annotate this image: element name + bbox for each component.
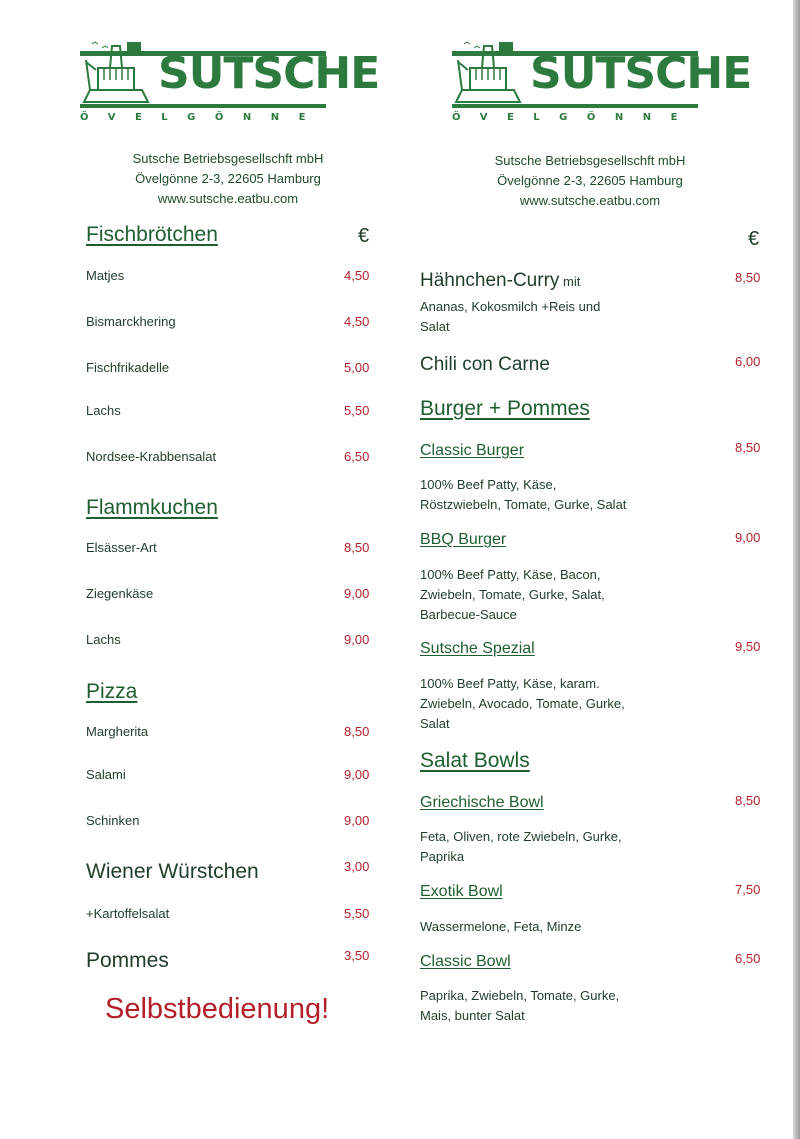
- menu-item-price: 7,50: [735, 882, 761, 897]
- address-line: Övelgönne 2-3, 22605 Hamburg: [135, 171, 321, 186]
- menu-item-extra: +Kartoffelsalat: [86, 906, 170, 921]
- menu-item-price: 9,00: [735, 530, 761, 545]
- description-line: Röstzwiebeln, Tomate, Gurke, Salat: [420, 497, 627, 512]
- menu-item-name: Ziegenkäse: [86, 586, 154, 601]
- menu-item-price: 9,00: [344, 767, 370, 782]
- menu-item-name: Sutsche Spezial: [420, 640, 535, 657]
- sutsche-logo: [80, 40, 380, 130]
- menu-item-description: [420, 827, 622, 867]
- menu-item-price: 8,50: [735, 440, 761, 455]
- menu-item-name: Griechische Bowl: [420, 794, 544, 811]
- description-line: Zwiebeln, Tomate, Gurke, Salat,: [420, 587, 605, 602]
- description-line: Ananas, Kokosmilch +Reis und: [420, 299, 601, 314]
- description-line: Zwiebeln, Avocado, Tomate, Gurke,: [420, 696, 625, 711]
- menu-item-description: [420, 674, 625, 734]
- menu-item-price: 5,50: [344, 906, 370, 921]
- address-line: www.sutsche.eatbu.com: [157, 191, 299, 206]
- description-line: Mais, bunter Salat: [420, 1008, 525, 1023]
- menu-item-price: 3,00: [344, 859, 370, 874]
- description-line: 100% Beef Patty, Käse, Bacon,: [420, 567, 601, 582]
- menu-item-name: Lachs: [86, 632, 121, 647]
- section-title-salat-bowls: Salat Bowls: [420, 749, 530, 772]
- menu-item-description: [420, 475, 626, 515]
- menu-item-name: Classic Bowl: [420, 953, 511, 970]
- menu-item-price: 5,50: [344, 403, 370, 418]
- menu-item-wiener: Wiener Würstchen: [86, 860, 259, 883]
- menu-item-price: 8,50: [735, 793, 761, 808]
- menu-item-price: 6,00: [735, 354, 761, 369]
- description-line: 100% Beef Patty, Käse, karam.: [420, 676, 600, 691]
- page-edge-shadow: [793, 0, 800, 1139]
- address-line: Övelgönne 2-3, 22605 Hamburg: [497, 173, 683, 188]
- section-title-flammkuchen: Flammkuchen: [86, 496, 218, 519]
- sutsche-logo: [452, 40, 752, 130]
- menu-item-name: Elsässer-Art: [86, 540, 157, 555]
- menu-item-price: 8,50: [344, 540, 370, 555]
- menu-item-price: 5,00: [344, 360, 370, 375]
- menu-item-name: Schinken: [86, 813, 140, 828]
- address-line: Sutsche Betriebsgesellschft mbH: [494, 153, 686, 168]
- menu-item-suffix: mit: [559, 274, 581, 289]
- menu-item-price: 3,50: [344, 948, 370, 963]
- menu-item-price: 8,50: [344, 724, 370, 739]
- menu-item-description: [420, 297, 600, 337]
- menu-item-name: Lachs: [86, 403, 121, 418]
- description-line: Salat: [420, 319, 450, 334]
- menu-item-name: Hähnchen-Curry: [420, 270, 560, 291]
- menu-item-description: [420, 917, 581, 937]
- menu-item-name: BBQ Burger: [420, 531, 507, 548]
- menu-item-price: 9,00: [344, 813, 370, 828]
- description-line: Salat: [420, 716, 450, 731]
- menu-item-name: Exotik Bowl: [420, 883, 503, 900]
- menu-item-name: Matjes: [86, 268, 125, 283]
- menu-item-chili: Chili con Carne: [420, 354, 550, 375]
- description-line: Barbecue-Sauce: [420, 607, 517, 622]
- menu-item-curry: [420, 271, 580, 292]
- company-address: [460, 151, 720, 211]
- menu-item-name: Salami: [86, 767, 126, 782]
- self-service-notice: Selbstbedienung!: [105, 993, 330, 1025]
- address-line: Sutsche Betriebsgesellschft mbH: [132, 151, 324, 166]
- company-address: [98, 149, 358, 209]
- logo-wordmark: SUTSCHE: [530, 48, 752, 99]
- section-title-fischbroetchen: Fischbrötchen: [86, 223, 218, 246]
- description-line: Feta, Oliven, rote Zwiebeln, Gurke,: [420, 829, 622, 844]
- menu-item-price: 6,50: [735, 951, 761, 966]
- menu-item-pommes: Pommes: [86, 949, 169, 972]
- currency-symbol: €: [358, 225, 370, 247]
- menu-item-price: 4,50: [344, 314, 370, 329]
- menu-item-description: [420, 565, 605, 625]
- logo-wordmark: SUTSCHE: [158, 48, 380, 99]
- menu-item-name: Nordsee-Krabbensalat: [86, 449, 217, 464]
- menu-item-price: 4,50: [344, 268, 370, 283]
- logo-subtitle: ÖVELGÖNNE: [452, 112, 697, 123]
- section-title-burger: Burger + Pommes: [420, 397, 590, 420]
- description-line: Wassermelone, Feta, Minze: [420, 919, 582, 934]
- menu-item-name: Bismarckhering: [86, 314, 176, 329]
- currency-symbol: €: [748, 228, 760, 250]
- logo-subtitle: ÖVELGÖNNE: [80, 112, 325, 123]
- menu-item-name: Fischfrikadelle: [86, 360, 170, 375]
- menu-item-name: Margherita: [86, 724, 149, 739]
- description-line: Paprika, Zwiebeln, Tomate, Gurke,: [420, 988, 620, 1003]
- description-line: 100% Beef Patty, Käse,: [420, 477, 557, 492]
- menu-item-price: 8,50: [735, 270, 761, 285]
- section-title-pizza: Pizza: [86, 680, 138, 703]
- menu-item-price: 6,50: [344, 449, 370, 464]
- menu-item-price: 9,00: [344, 632, 370, 647]
- address-line: www.sutsche.eatbu.com: [519, 193, 661, 208]
- description-line: Paprika: [420, 849, 465, 864]
- menu-item-price: 9,00: [344, 586, 370, 601]
- menu-item-price: 9,50: [735, 639, 761, 654]
- menu-item-name: Classic Burger: [420, 442, 525, 459]
- menu-item-description: [420, 986, 619, 1026]
